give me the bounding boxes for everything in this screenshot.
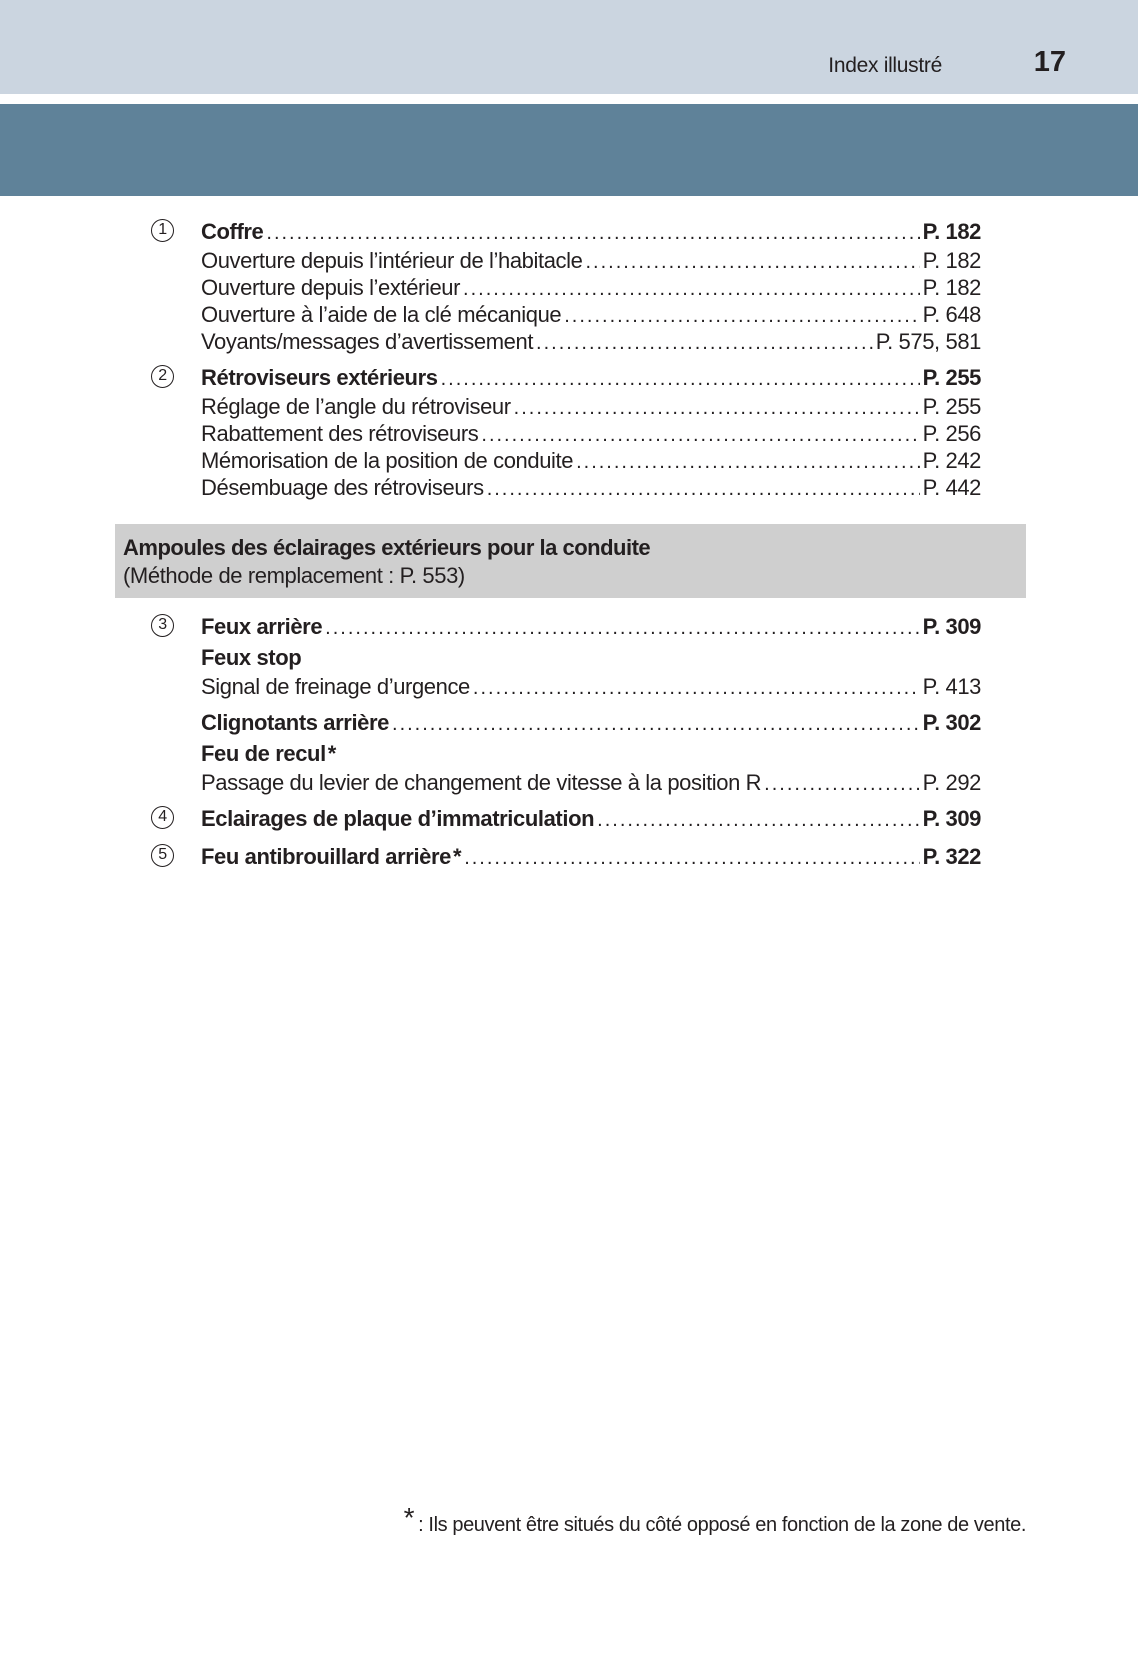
entry-label: Rétroviseurs extérieurs xyxy=(201,365,438,390)
entry-label: Voyants/messages d’avertissement xyxy=(201,329,534,354)
page-ref-link[interactable]: P. 242 xyxy=(922,448,981,473)
index-subentry[interactable] xyxy=(151,474,981,501)
entry-label: Mémorisation de la position de conduite xyxy=(201,448,574,473)
entry-label: Désembuage des rétroviseurs xyxy=(201,475,484,500)
entry-label: Clignotants arrière xyxy=(201,710,390,735)
index-subentry[interactable] xyxy=(151,328,981,355)
callout-marker: 2 xyxy=(151,365,174,388)
leader-dots xyxy=(266,218,919,249)
leader-dots xyxy=(536,330,873,357)
index-entry[interactable]: 5 Feu antibrouillard arrière * ..... P. 322 xyxy=(151,841,981,872)
leader-dots xyxy=(585,249,919,276)
leader-dots xyxy=(441,364,920,395)
index-entry[interactable] xyxy=(151,707,981,738)
page-ref-link[interactable]: P. 648 xyxy=(922,302,981,327)
index-entry[interactable] xyxy=(151,803,981,834)
page-ref-link[interactable]: P. 413 xyxy=(922,674,981,699)
entry-label: Rabattement des rétroviseurs xyxy=(201,421,479,446)
callout-marker: 3 xyxy=(151,614,174,637)
index-entry: Feu de recul * xyxy=(151,738,981,769)
leader-dots xyxy=(514,395,920,422)
page-ref-link[interactable]: P. 309 xyxy=(922,806,981,831)
index-subentry[interactable] xyxy=(151,447,981,474)
section-title: Index illustré xyxy=(828,54,942,77)
entry-label: Feu antibrouillard arrière xyxy=(201,844,452,869)
index-list-upper xyxy=(151,216,981,501)
leader-dots xyxy=(481,422,919,449)
page-edge xyxy=(1138,0,1142,1654)
page-ref-link[interactable]: P. 302 xyxy=(922,710,981,735)
index-subentry[interactable] xyxy=(151,420,981,447)
leader-dots xyxy=(764,771,919,798)
entry-label: Ouverture depuis l’intérieur de l’habitacle xyxy=(201,248,583,273)
footnote-asterisk: * xyxy=(403,1502,415,1533)
page-ref-link[interactable]: P. 292 xyxy=(922,770,981,795)
page-ref-link[interactable]: P. 255 xyxy=(922,394,981,419)
entry-label: Ouverture à l’aide de la clé mécanique xyxy=(201,302,562,327)
lighting-section-title: Ampoules des éclairages extérieurs pour la conduite xyxy=(123,535,651,560)
footnote-text: : Ils peuvent être situés du côté opposé en fonction de la zone de vente. xyxy=(418,1514,1026,1536)
page-ref-link[interactable]: P. 256 xyxy=(922,421,981,446)
index-subentry[interactable] xyxy=(151,393,981,420)
leader-dots xyxy=(392,709,920,740)
leader-dots xyxy=(464,843,919,874)
footnote xyxy=(404,1502,1026,1537)
header-band xyxy=(0,0,1142,94)
page-ref-link[interactable]: P. 182 xyxy=(922,275,981,300)
entry-label: Signal de freinage d’urgence xyxy=(201,674,470,699)
leader-dots xyxy=(597,805,919,836)
page-ref-link[interactable]: P. 309 xyxy=(922,614,981,639)
index-subentry[interactable] xyxy=(151,274,981,301)
leader-dots xyxy=(564,303,919,330)
index-subentry[interactable] xyxy=(151,301,981,328)
leader-dots xyxy=(576,449,920,476)
page-number: 17 xyxy=(1033,46,1066,78)
page-ref-link[interactable]: P. 255 xyxy=(922,365,981,390)
index-subentry[interactable] xyxy=(151,673,981,700)
page-ref-link[interactable]: P. 322 xyxy=(922,844,981,869)
entry-label: Feux arrière xyxy=(201,614,323,639)
index-list-lighting xyxy=(151,611,981,872)
index-entry xyxy=(151,642,981,673)
index-subentry[interactable] xyxy=(151,769,981,796)
entry-label: Eclairages de plaque d’immatriculation xyxy=(201,806,595,831)
callout-marker: 4 xyxy=(151,806,174,829)
page-ref-link[interactable]: P. 182 xyxy=(922,219,981,244)
index-entry[interactable] xyxy=(151,362,981,393)
callout-marker: 1 xyxy=(151,219,174,242)
entry-label: Réglage de l’angle du rétroviseur xyxy=(201,394,511,419)
entry-label: Feux stop xyxy=(201,645,302,670)
index-subentry[interactable] xyxy=(151,247,981,274)
entry-label: Feu de recul xyxy=(201,741,326,766)
callout-marker: 5 xyxy=(151,844,174,867)
leader-dots xyxy=(487,476,920,503)
leader-dots xyxy=(325,613,919,644)
leader-dots xyxy=(463,276,920,303)
index-entry[interactable] xyxy=(151,611,981,642)
page-ref-link[interactable]: P. 182 xyxy=(922,248,981,273)
lighting-section-box xyxy=(115,524,1026,598)
entry-label: Passage du levier de changement de vitesse à la position R xyxy=(201,770,762,795)
index-entry[interactable] xyxy=(151,216,981,247)
section-banner xyxy=(0,104,1142,196)
leader-dots xyxy=(473,675,920,702)
entry-label: Ouverture depuis l’extérieur xyxy=(201,275,461,300)
page-ref-link[interactable]: P. 442 xyxy=(922,475,981,500)
replacement-method-ref[interactable]: (Méthode de remplacement : P. 553) xyxy=(123,563,465,588)
entry-label: Coffre xyxy=(201,219,264,244)
page-ref-link[interactable]: P. 575, 581 xyxy=(875,329,981,354)
